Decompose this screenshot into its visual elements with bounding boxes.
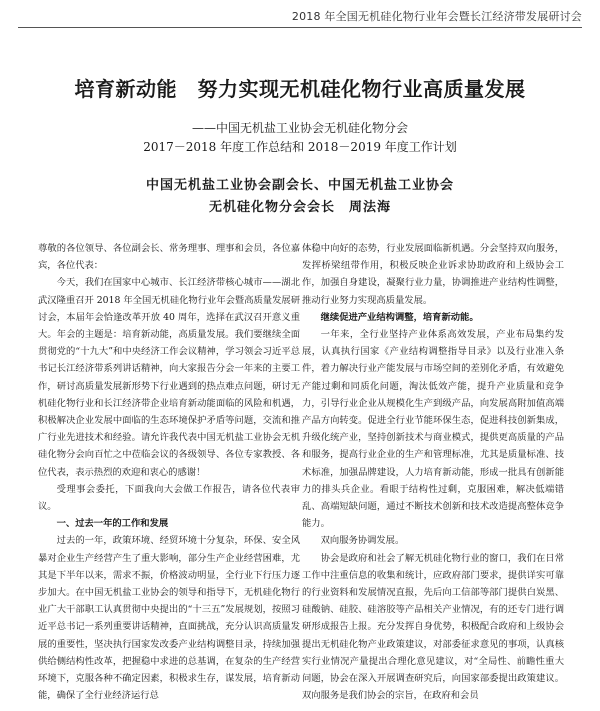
body-paragraph: 协会是政府和社会了解无机硅化物行业的窗口，我们在日常工作中注重信息的收集和统计，应政府部门要求，提供详实可靠的行业资料和发展情况直报，先后向工信部等部门提供白炭黑、硅酸钠、硅胶、硅溶胶等产品相关产业情况，有的还专门进行调研形成报告上报。充分发挥自身优势，积极配合政府和上级协会提出无机硅化物产业政策建议，对部委征求意见的事项，认真核实行业情况产量提出合理化意见建议，对“全局性、前瞻性重大问题，协会在深入开展调查研究后，向国家部委提出政策建议。双向服务是我们协会的宗旨，在政府和会员 bbox=[302, 552, 564, 702]
section-heading: 一、过去一年的工作和发展 bbox=[56, 518, 169, 530]
body-paragraph: 体稳中向好的态势，行业发展面临新机遇。分会坚持双向服务，发挥桥梁纽带作用，积极反映企业诉求协助政府和上级协会工作，加强自身建设，凝聚行业力量，协调推进产业结构性调整，推动行业努力实现高质量发展。 bbox=[302, 243, 564, 306]
body-paragraph: 一年来，全行业坚持产业体系高效发展，产业布局集约发展，认真执行国家《产业结构调整指导目录》以及行业准入条件，着力解决行业产能发展与市场空间的差别化矛盾，有效避免产能过剩和同质化问题，淘汰低效产能，提升产业质量和竞争力，引导行业企业从规模化生产到级产品，向发展高附加值高端产品方向转变。促进全行业节能环保生态，促进科技创新集成，升级化统产业，坚持创新技术与商业模式，提供更高质量的产品和服务，提高行业企业的生产和管理标准，尤其是质量标准、技术标准，加强品牌建设，人力培育新动能，形成一批具有创新能力的排头兵企业。看眼于结构性过剩，克服困难，解决低端错乱、高端短缺问题，通过不断技术创新和技术改造提高整体竞争能力。 bbox=[302, 329, 564, 530]
body-paragraph: 受理事会委托，下面我向大会做工作报告，请各位代表审议。 bbox=[38, 483, 300, 513]
running-header-text: 2018 年全国无机硅化物行业年会暨长江经济带发展研讨会 bbox=[291, 10, 582, 23]
running-header bbox=[0, 0, 600, 30]
left-column bbox=[38, 240, 300, 706]
header-rule bbox=[18, 27, 582, 28]
section-heading: 继续促进产业结构调整，培育新动能。 bbox=[320, 311, 479, 323]
article-title: 培育新动能 努力实现无机硅化物行业高质量发展 bbox=[74, 77, 526, 101]
right-column bbox=[302, 240, 564, 706]
body-paragraph: 过去的一年，政策环境、经贸环境十分复杂，环保、安全风暴对企业生产经营产生了重大影响，部分生产企业经营困难，尤其是下半年以来，需求不振，价格波动明显，全行业下行压力逐步加大。在中国无机盐工业协会的领导和指导下，无机硅化物行业广大干部职工认真贯彻中央提出的“十三五”发展规划，按照习近平总书记一系列重要讲话精神，直面挑战，充分认识高质量发展的重要性，坚决执行国家发改委产业结构调整目录，持续加强供给侧结构性改革，把握稳中求进的总基调，在复杂的生产经营环境下，克服各种不确定因素，积极求生存，谋发展，培育新动能，确保了全行业经济运行总 bbox=[38, 535, 300, 702]
body-paragraph: 今天，我们在国家中心城市、长江经济带核心城市——湖北武汉隆重召开 2018 年全国无机硅化物行业年会暨高质量发展研讨会，本届年会恰逢改革开放 40 周年，选择在武汉召开意义重大。年会的主题是：培育新动能，高质量发展。我们要继续全面贯彻党的“十九大”和中央经济工作会议精神，学习领会习近平总书记长江经济带系列讲话精神，向大家报告分会一年来的主要工作，研讨高质量发展新形势下行业遇到的热点难点问题，研讨无机硅化物行业和长江经济带企业培育新动能面临的风险和机遇，积极解决企业发展中面临的生态环境保护矛盾等问题，交流和推广行业先进技术和经验。请允许我代表中国无机盐工业协会无机硅化物分会向百忙之中莅临会议的各级领导、各位专家教授、各位代表，表示热烈的欢迎和衷心的感谢！ bbox=[38, 277, 300, 478]
author-name-line: 无机硅化物分会会长 周法海 bbox=[208, 200, 391, 215]
article-subtitle-report: 2017－2018 年度工作总结和 2018－2019 年度工作计划 bbox=[143, 140, 457, 154]
salutation-paragraph: 尊敬的各位领导、各位副会长、常务理事、理事和会员，各位嘉宾，各位代表： bbox=[38, 243, 300, 272]
article-subtitle-organization: ——中国无机盐工业协会无机硅化物分会 bbox=[191, 121, 408, 135]
body-paragraph: 双向服务协调发展。 bbox=[320, 535, 405, 547]
author-affiliation: 中国无机盐工业协会副会长、中国无机盐工业协会 bbox=[145, 178, 454, 193]
